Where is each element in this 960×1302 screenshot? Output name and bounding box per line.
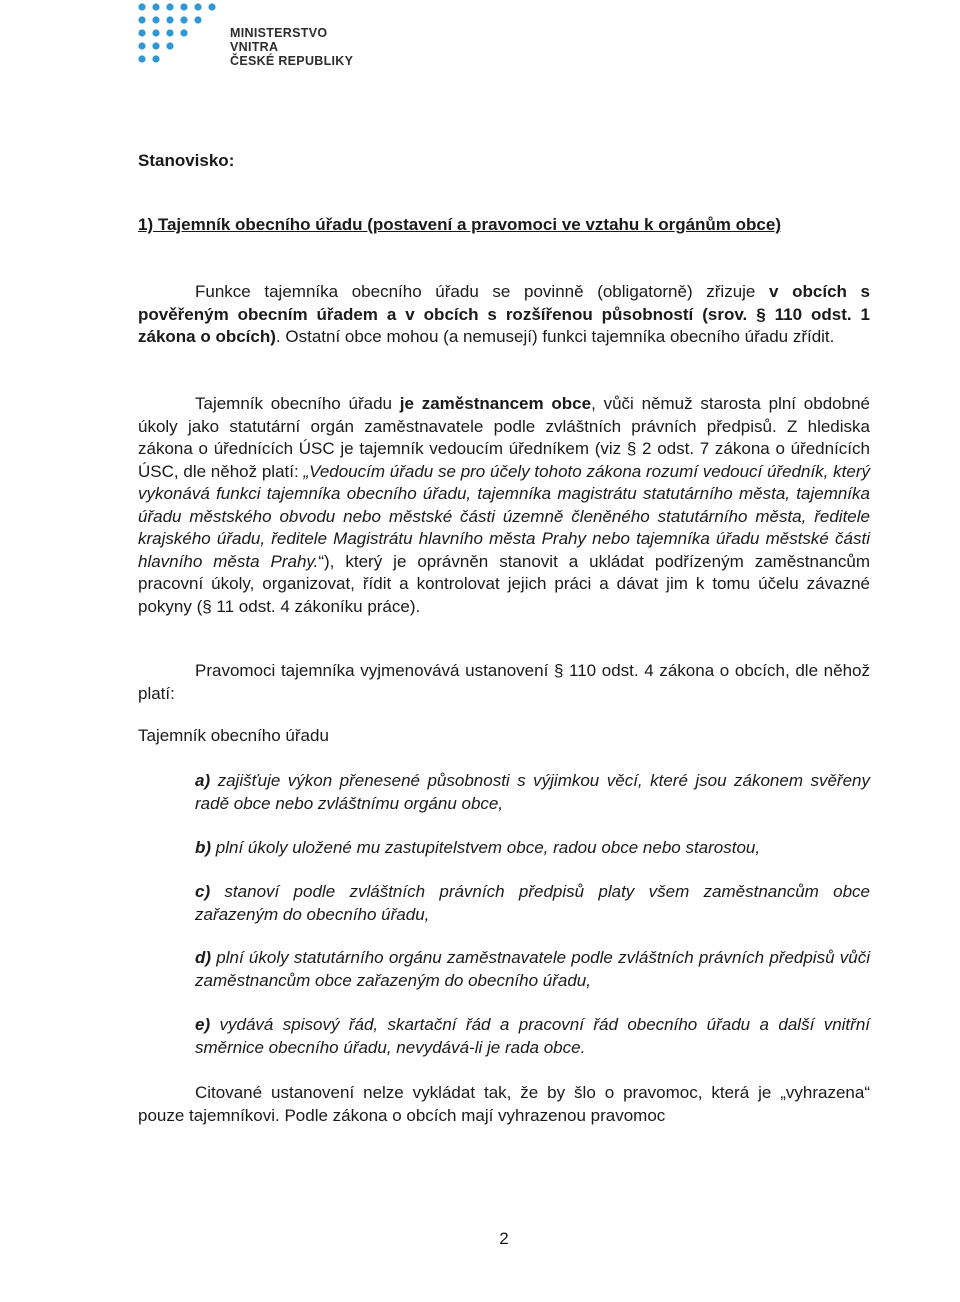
list-intro: Tajemník obecního úřadu [138,726,329,745]
list-item-c [195,881,870,926]
paragraph-1-text-1: Funkce tajemníka obecního úřadu se povinně (obligatorně) zřizuje [195,282,770,301]
logo-line-2: ČESKÉ REPUBLIKY [230,54,354,68]
list-item-a [195,770,870,815]
list-item-e [195,1014,870,1059]
logo-text [230,26,376,68]
list-item-c-letter: c) [195,882,211,901]
paragraph-4: Citované ustanovení nelze vykládat tak, že by šlo o pravomoc, která je „vyhrazena“ pouze tajemníkovi. Podle zákona o obcích mají vyhrazenou pravomoc [138,1083,870,1125]
list-item-d-letter: d) [195,948,212,967]
paragraph-2 [138,393,870,618]
section-title: 1) Tajemník obecního úřadu (postavení a pravomoci ve vztahu k orgánům obce) [138,215,781,234]
list-item-a-text: zajišťuje výkon přenesené působnosti s výjimkou věcí, které jsou zákonem svěřeny radě obce nebo zvláštnímu orgánu obce, [195,771,870,813]
list-item-d [195,947,870,992]
paragraph-1-text-2: . Ostatní obce mohou (a nemusejí) funkci tajemníka obecního úřadu zřídit. [275,327,835,346]
paragraph-2-text-1: Tajemník obecního úřadu [195,394,400,413]
paragraph-2-quote: „Vedoucím úřadu se pro účely tohoto zákona rozumí vedoucí úředník, který vykonává funkci tajemníka obecního úřadu, tajemníka magistrátu statutárního města, tajemníka úřadu městského obvodu nebo městské části územně členěného statutárního města, ředitele krajského úřadu, ředitele Magistrátu hlavního města Prahy nebo tajemníka úřadu městské části hlavního města Prahy. [138,461,870,571]
paragraph-2-text-3: “), který je oprávněn stanovit a ukládat podřízeným zaměstnancům pracovní úkoly, organizovat, řídit a kontrolovat jejich práci a dávat jim k tomu účelu závazné pokyny (§ 11 odst. 4 zákoníku práce). [138,551,870,616]
list-item-b-letter: b) [195,838,212,857]
list-item-c-text: stanoví podle zvláštních právních předpisů platy všem zaměstnancům obce zařazeným do obecního úřadu, [195,882,870,924]
paragraph-2-text-2: , vůči němuž starosta plní obdobné úkoly jako statutární orgán zaměstnavatele podle zvláštních právních předpisů. Z hlediska zákona o úřednících ÚSC je tajemník vedoucím úředníkem (viz § 2 odst. 7 zákona o úřednících ÚSC, dle něhož platí: [138,394,870,481]
ministry-logo [136,2,376,66]
paragraph-1 [138,281,870,349]
list-item-d-text: plní úkoly statutárního orgánu zaměstnavatele podle zvláštních právních předpisů vůči zaměstnancům obce zařazeným do obecního úřadu, [195,948,870,990]
paragraph-2-bold: je zaměstnancem obce [399,394,592,413]
list-item-e-letter: e) [195,1015,211,1034]
list-item-b [195,837,870,860]
document-heading: Stanovisko: [138,151,235,170]
list-item-a-letter: a) [195,771,211,790]
list-item-b-text: plní úkoly uložené mu zastupitelstvem obce, radou obce nebo starostou, [211,838,761,857]
logo-dot-grid-icon [136,2,226,66]
logo-line-1: MINISTERSTVO VNITRA [230,26,328,54]
paragraph-3: Pravomoci tajemníka vyjmenovává ustanovení § 110 odst. 4 zákona o obcích, dle něhož platí: [138,661,870,703]
page-number: 2 [499,1229,509,1248]
paragraph-1-bold: v obcích s pověřeným obecním úřadem a v obcích s rozšířenou působností (srov. § 110 odst. 1 zákona o obcích) [138,282,870,346]
list-item-e-text: vydává spisový řád, skartační řád a pracovní řád obecního úřadu a další vnitřní směrnice obecního úřadu, nevydává-li je rada obce. [195,1015,870,1057]
